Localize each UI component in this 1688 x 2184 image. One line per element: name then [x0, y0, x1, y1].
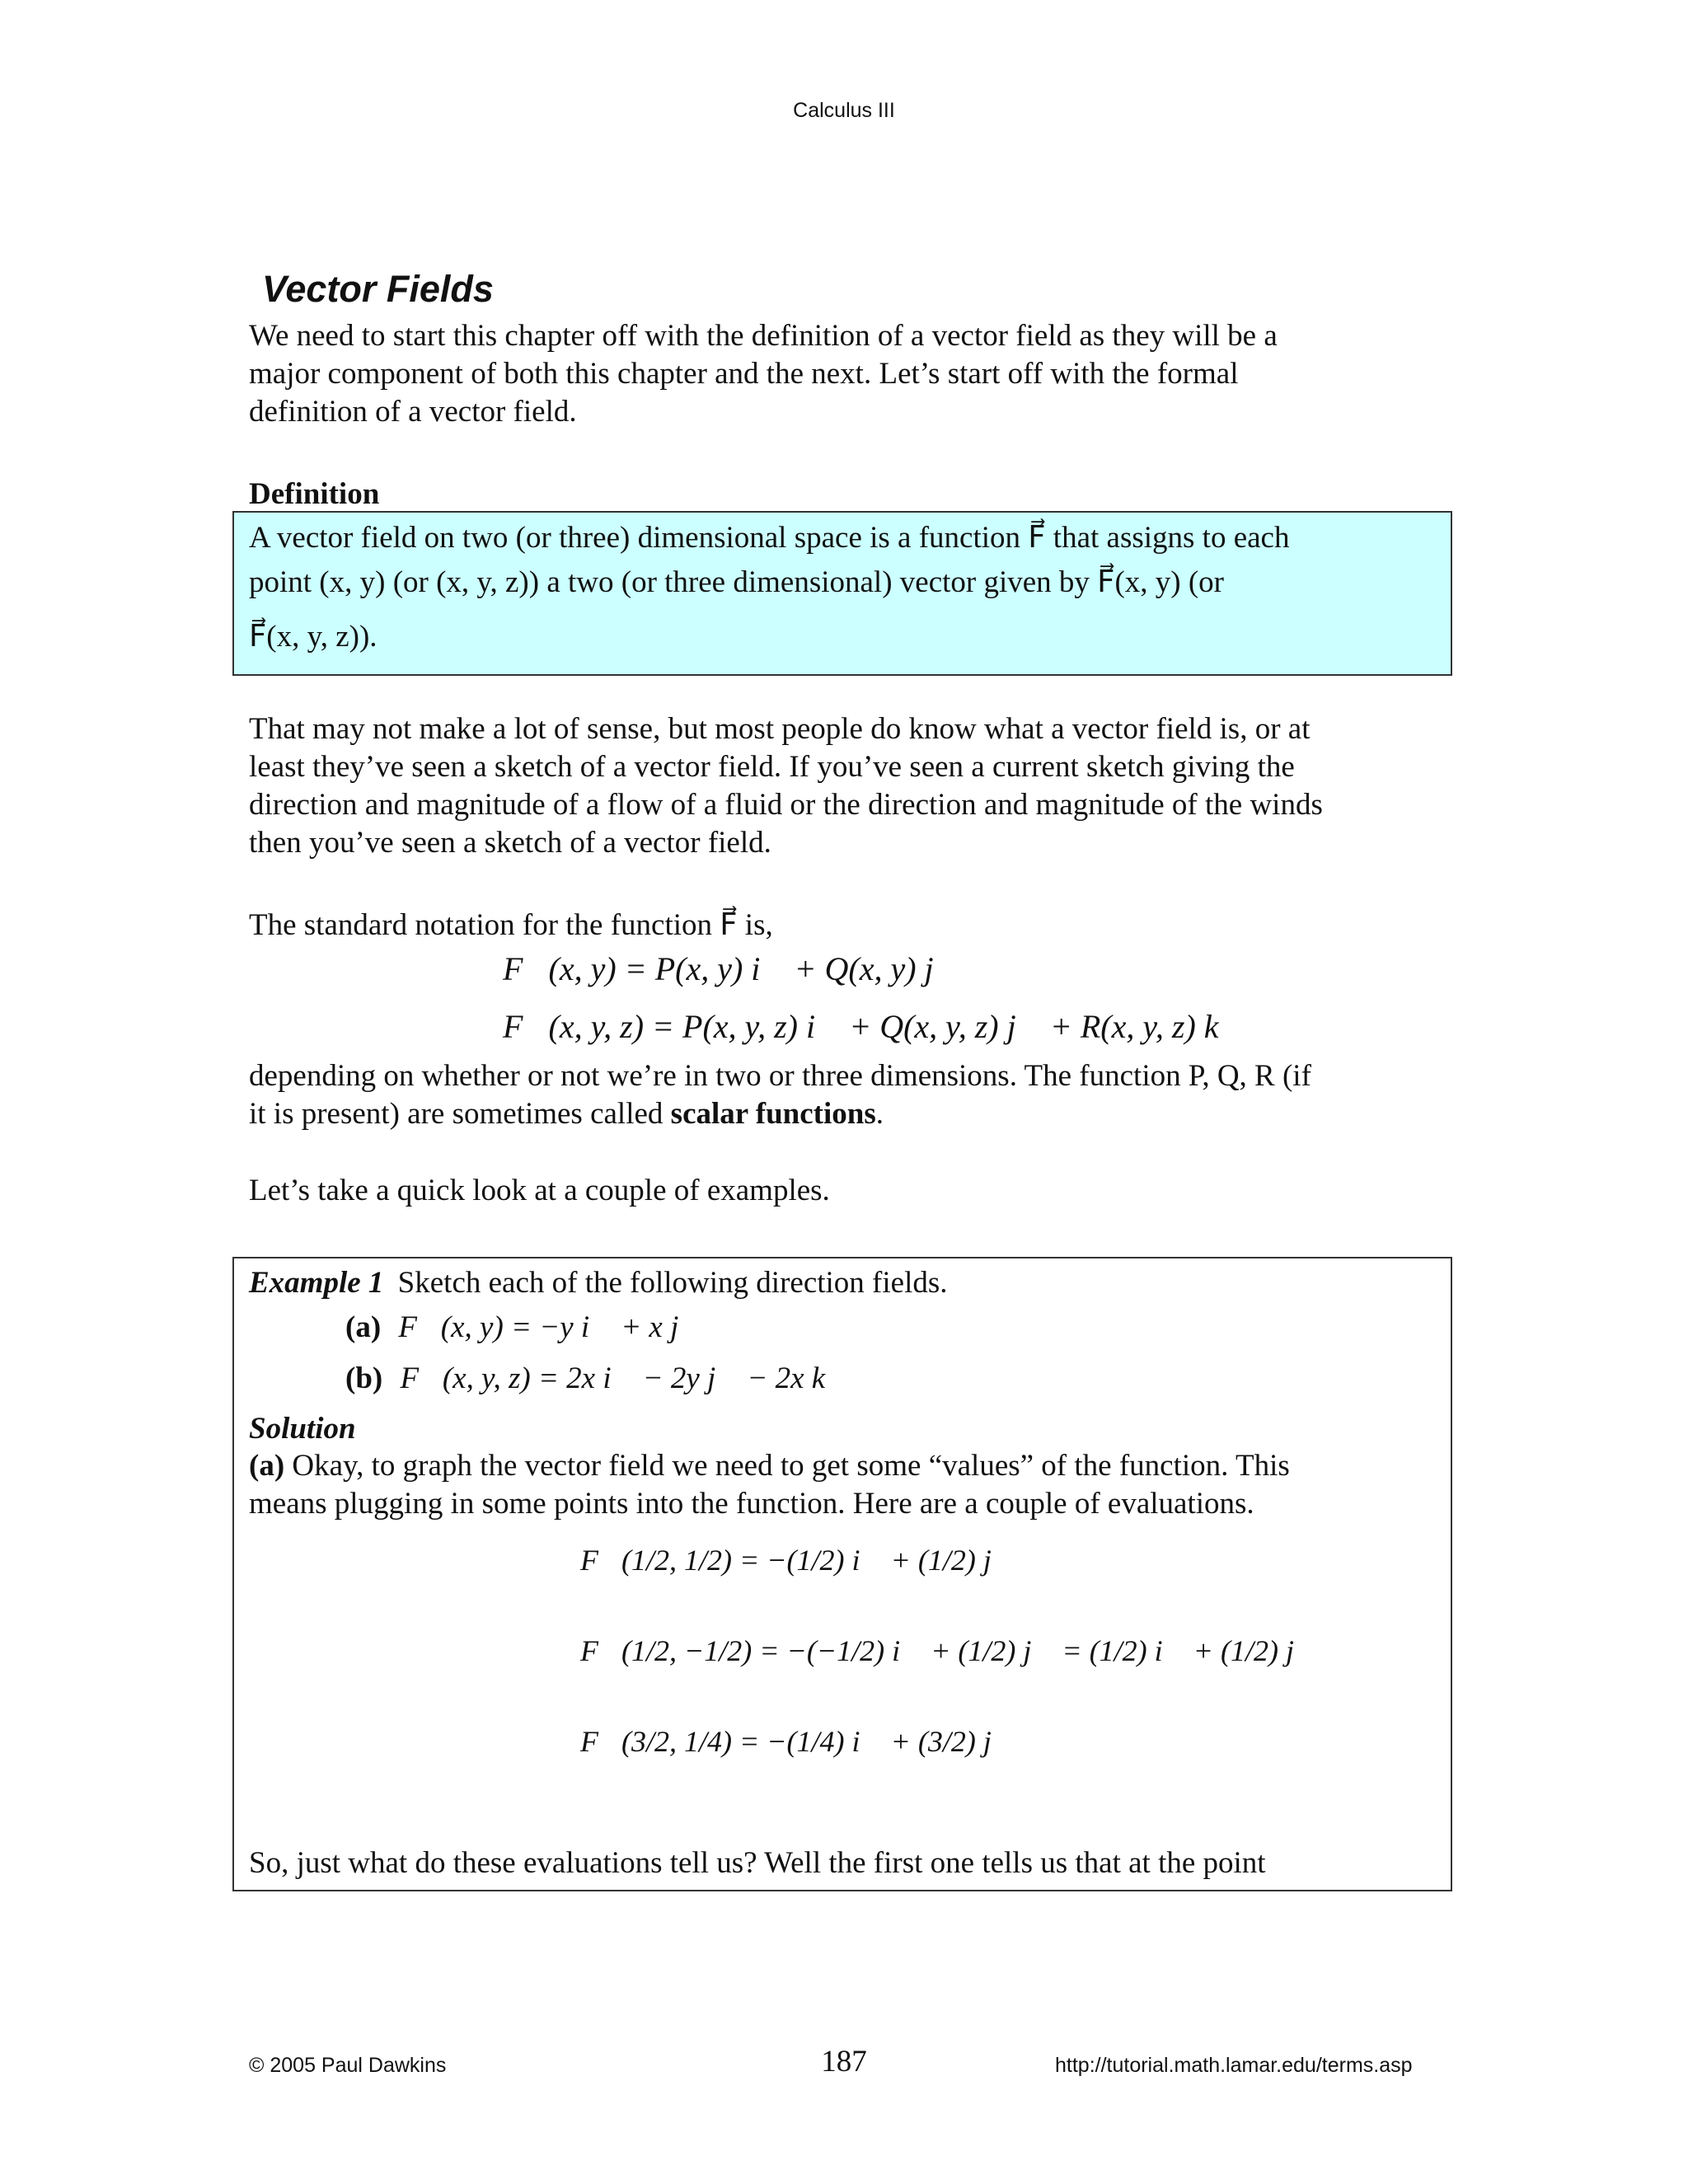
intro-line: major component of both this chapter and the next. Let’s start off with the formal [249, 357, 1239, 391]
explanation-line: least they’ve seen a sketch of a vector field. If you’ve seen a current sketch giving the [249, 750, 1295, 784]
notation-intro [249, 907, 1452, 944]
example-label: Example 1 [249, 1266, 384, 1300]
running-header: Calculus III [793, 99, 895, 122]
intro-paragraph [249, 317, 1452, 431]
solution-label: Solution [249, 1412, 356, 1446]
definition-line: A vector field on two (or three) dimensional space is a function F⃗ that assigns to each [249, 521, 1290, 555]
scalar-functions-term: scalar functions [670, 1097, 876, 1131]
text-segment: it is present) are sometimes called [249, 1097, 671, 1131]
examples-intro [249, 1172, 1452, 1210]
solution-line [249, 1448, 1290, 1483]
evaluation-1: F⃗(1/2, 1/2) = −(1/2) i⃗ + (1/2) j⃗ [580, 1544, 1015, 1577]
evaluation-2: F⃗(1/2, −1/2) = −(−1/2) i⃗ + (1/2) j⃗ = (1/2) i⃗ + (1/2) j⃗ [580, 1634, 1317, 1667]
part-a-label: (a) [345, 1310, 382, 1344]
notation-after-line [249, 1095, 1452, 1133]
equation-2d: F⃗(x, y) = P(x, y) i⃗ + Q(x, y) j⃗ [503, 950, 959, 987]
definition-box [232, 511, 1452, 676]
definition-heading: Definition [249, 477, 380, 511]
explanation-paragraph [249, 710, 1452, 862]
example-title [249, 1265, 948, 1301]
part-b-label: (b) [345, 1361, 383, 1395]
definition-line: point (x, y) (or (x, y, z)) a two (or three dimensional) vector given by F⃗(x, y) (or [249, 565, 1224, 599]
intro-line: definition of a vector field. [249, 395, 577, 429]
footer-page-number: 187 [821, 2045, 867, 2079]
example-part-a [345, 1310, 702, 1345]
section-title: Vector Fields [262, 268, 494, 310]
footer-url[interactable]: http://tutorial.math.lamar.edu/terms.asp [1055, 2054, 1413, 2077]
solution-text: Okay, to graph the vector field we need to get some “values” of the function. This [284, 1449, 1290, 1483]
explanation-line: direction and magnitude of a flow of a fluid or the direction and magnitude of the winds [249, 788, 1323, 822]
footer-copyright: © 2005 Paul Dawkins [249, 2054, 447, 2077]
example-prompt: Sketch each of the following direction fields. [397, 1266, 948, 1300]
part-a-equation: F⃗(x, y) = −y i⃗ + x j⃗ [398, 1310, 703, 1344]
intro-line: We need to start this chapter off with the definition of a vector field as they will be a [249, 319, 1278, 353]
solution-a-label: (a) [249, 1449, 285, 1483]
text-segment: . [875, 1097, 884, 1131]
definition-line: F⃗(x, y, z)). [249, 620, 377, 654]
example-part-b [345, 1361, 849, 1396]
evaluation-3: F⃗(3/2, 1/4) = −(1/4) i⃗ + (3/2) j⃗ [580, 1725, 1015, 1758]
explanation-line: then you’ve seen a sketch of a vector field. [249, 826, 771, 860]
notation-intro-text: The standard notation for the function F⃗ is, [249, 908, 773, 942]
notation-after-line: depending on whether or not we’re in two or three dimensions. The function P, Q, R (if [249, 1059, 1311, 1093]
example-box [232, 1257, 1452, 1891]
examples-intro-text: Let’s take a quick look at a couple of examples. [249, 1174, 830, 1207]
solution-line: means plugging in some points into the function. Here are a couple of evaluations. [249, 1487, 1254, 1521]
part-b-equation: F⃗(x, y, z) = 2x i⃗ − 2y j⃗ − 2x k⃗ [400, 1361, 849, 1395]
notation-after [249, 1057, 1452, 1133]
closing-line: So, just what do these evaluations tell us? Well the first one tells us that at the point [249, 1846, 1266, 1880]
equation-3d: F⃗(x, y, z) = P(x, y, z) i⃗ + Q(x, y, z) j⃗ + R(x, y, z) k⃗ [503, 1008, 1245, 1045]
explanation-line: That may not make a lot of sense, but most people do know what a vector field is, or at [249, 712, 1311, 746]
solution-heading [249, 1411, 356, 1446]
